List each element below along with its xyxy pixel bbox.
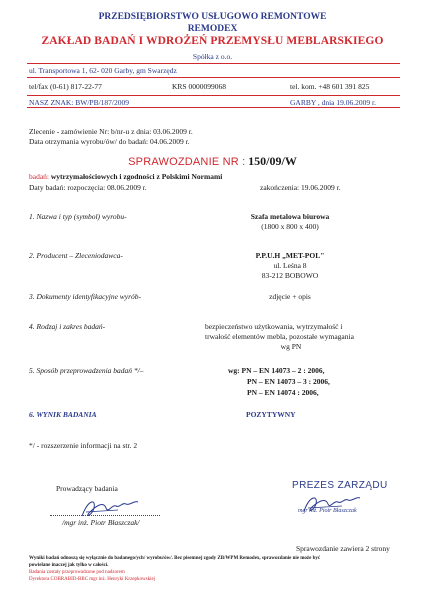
item-2-label: 2. Producent – Zleceniodawca- [29, 251, 123, 260]
lab-name: ZAKŁAD BADAŃ I WDROŻEŃ PRZEMYSŁU MEBLARSKIEGO [41, 35, 384, 47]
company-legal-form: Spółka z o.o. [192, 52, 233, 61]
page-count: Sprawozdanie zawiera 2 strony [296, 544, 390, 553]
item-5-label: 5. Sposób przeprowadzenia badań */– [29, 366, 144, 375]
company-name-line1: PRZEDSIĘBIORSTWO USŁUGOWO REMONTOWE [98, 12, 327, 22]
item-2-value: P.P.U.H „MET-POL" [255, 251, 325, 260]
item-4-value-line1: bezpieczeństwo użytkowania, wytrzymałość i [205, 322, 343, 331]
item-4-value-line2: trwałość elementów mebla, pozostałe wymagania [205, 332, 354, 341]
tester-name: /mgr inż. Piotr Błaszczak/ [62, 518, 140, 527]
report-number: 150/09/W [248, 154, 297, 168]
mobile-phone: tel. kom. +48 601 391 825 [290, 82, 370, 91]
test-end-date: zakończenia: 19.06.2009 r. [260, 183, 341, 192]
company-name-line2: REMODEX [187, 24, 238, 34]
item-3-label: 3. Dokumenty identyfikacyjne wyrób- [29, 292, 142, 301]
item-1-value: Szafa metalowa biurowa [250, 212, 330, 221]
company-address: ul. Transportowa 1, 62- 020 Garby, gm Swarzędz [29, 66, 177, 75]
item-5-standard-2: PN – EN 14073 – 3 : 2006, [247, 377, 330, 386]
item-2-city: 83-212 BOBOWO [261, 271, 319, 280]
item-4-label: 4. Rodzaj i zakres badań- [29, 322, 106, 331]
item-1-dimensions: (1800 x 800 x 400) [261, 222, 319, 231]
test-type [29, 172, 222, 181]
item-3-value: zdjęcie + opis [269, 292, 311, 301]
reference-divider [27, 107, 400, 108]
extension-note: */ - rozszerzenie informacji na str. 2 [29, 441, 138, 450]
order-number: Zlecenie - zamówienie Nr: b/nr-u z dnia: 03.06.2009 r. [29, 127, 193, 136]
place-and-date: GARBY , dnia 19.06.2009 r. [290, 98, 376, 107]
test-type-value: wytrzymałościowych i zgodności z Polskimi Normami [50, 172, 223, 181]
result-label: 6. WYNIK BADANIA [29, 410, 97, 419]
test-start-date: Daty badań: rozpoczęcia: 08.06.2009 r. [29, 183, 147, 192]
item-1-label: 1. Nazwa i typ (symbol) wyrobu- [29, 212, 127, 221]
item-2-street: ul. Leśna 8 [273, 261, 307, 270]
footer-disclaimer-line1: Wyniki badań odnoszą się wyłącznie do badanego/ych/ wyrobu/ów/. Bez pisemnej zgody ZB/WPM Remodex, sprawozdanie nie może być [29, 556, 321, 561]
header-divider-bottom [27, 95, 400, 96]
president-title: PREZES ZARZĄDU [292, 480, 388, 491]
reference-number: NASZ ZNAK: BW/PB/187/2009 [29, 98, 130, 107]
tester-title: Prowadzący badania [56, 484, 118, 493]
report-title-label: SPRAWOZDANIE NR : [128, 156, 246, 168]
test-type-label: badań: [29, 172, 49, 181]
report-title [0, 154, 425, 169]
krs-number: KRS 0000099068 [172, 82, 226, 91]
header-divider-middle [27, 77, 400, 78]
result-value: POZYTYWNY [246, 410, 296, 419]
phone-fax: tel/fax (0-61) 817-22-77 [29, 82, 102, 91]
header-divider-top [27, 63, 400, 64]
footer-supervision-line2: Dyrektora COBRABID-BBC mgr inż. Henryki Krzepkowskiej [29, 577, 156, 582]
receipt-date: Data otrzymania wyrobu/ów/ do badań: 04.06.2009 r. [29, 137, 190, 146]
footer-supervision-line1: Badania zostały przeprowadzone pod nadzorem [29, 570, 125, 575]
president-name: mgr inż. Piotr Błaszczak [298, 508, 357, 514]
footer-disclaimer-line2: powielane inaczej jak tylko w całości. [29, 563, 109, 568]
item-5-standard-3: PN – EN 14074 : 2006, [247, 388, 319, 397]
item-4-value-line3: wg PN [280, 342, 302, 351]
item-5-standard-1: wg: PN – EN 14073 – 2 : 2006, [228, 366, 325, 375]
signature-dotted-line [50, 515, 160, 516]
